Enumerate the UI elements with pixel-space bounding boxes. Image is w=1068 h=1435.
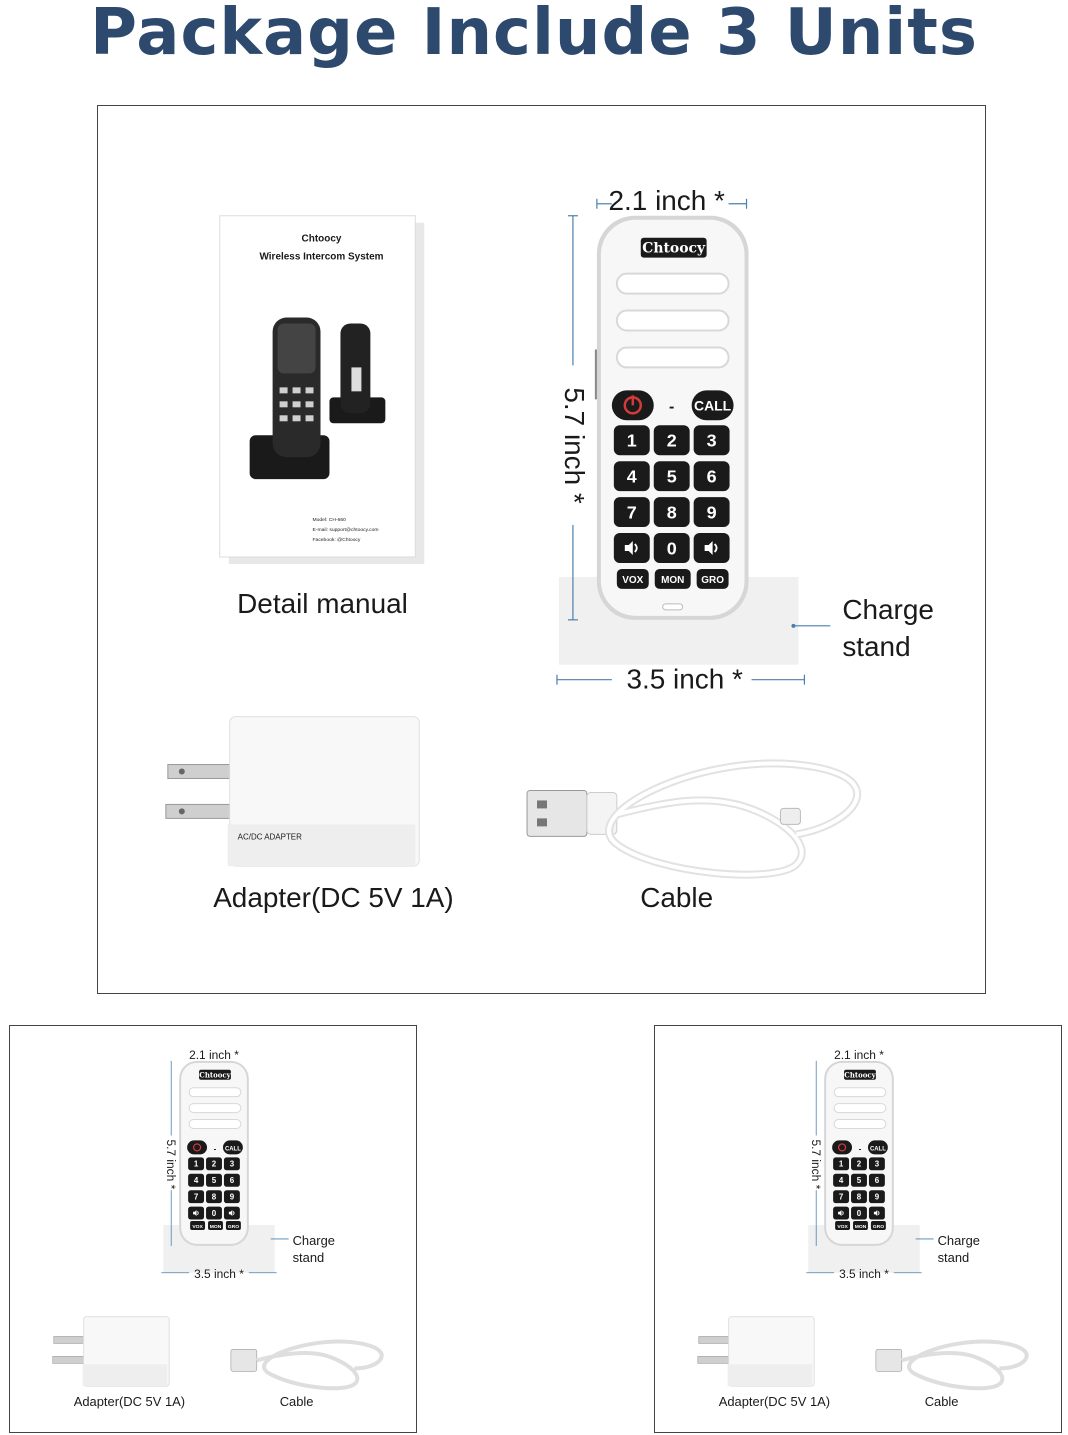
keypad-key-label: 8 — [666, 502, 677, 523]
manual-cover-title: Wireless Intercom System — [259, 251, 384, 263]
keypad-key-label: 9 — [706, 502, 717, 523]
handset-brand: Chtoocy — [844, 1070, 876, 1080]
call-key: CALL — [224, 1146, 241, 1153]
keypad-key-label: 5 — [856, 1176, 862, 1186]
keypad-key-label: 4 — [193, 1176, 199, 1186]
vox-key: VOX — [837, 1225, 848, 1231]
unit-panel-right — [654, 1025, 1062, 1433]
width-label: 2.1 inch * — [189, 1047, 239, 1062]
minus-key: - — [669, 398, 675, 416]
handset — [595, 216, 749, 620]
keypad-key-label: 2 — [211, 1159, 217, 1169]
height-label: 5.7 inch * — [558, 387, 590, 504]
unit-panel-main — [97, 105, 986, 994]
charge-stand-label-2: stand — [937, 1249, 970, 1265]
cable-label: Cable — [640, 882, 714, 914]
keypad-key-label: 3 — [229, 1159, 235, 1169]
keypad-key-label: 1 — [626, 430, 637, 451]
cable — [527, 763, 857, 874]
charge-stand-label-2: stand — [292, 1249, 325, 1265]
height-label: 5.7 inch * — [809, 1139, 824, 1190]
manual-cover-brand: Chtoocy — [301, 233, 342, 245]
adapter-label: Adapter(DC 5V 1A) — [213, 882, 454, 914]
keypad-key-label: 7 — [193, 1192, 199, 1202]
keypad-key-label: 5 — [211, 1176, 217, 1186]
keypad-key-label: 4 — [838, 1176, 844, 1186]
manual-label: Detail manual — [237, 587, 408, 619]
width-label: 2.1 inch * — [834, 1047, 884, 1062]
keypad-key-label: 2 — [666, 430, 677, 451]
keypad-key-label: 1 — [838, 1159, 844, 1169]
mon-key: MON — [209, 1225, 222, 1231]
minus-key: - — [213, 1144, 217, 1154]
vox-key: VOX — [192, 1225, 203, 1231]
handset-brand: Chtoocy — [199, 1070, 231, 1080]
keypad-key-label: 3 — [874, 1159, 880, 1169]
vox-key: VOX — [622, 574, 644, 586]
gro-key: GRO — [227, 1225, 240, 1231]
keypad-key-label: 9 — [874, 1192, 880, 1202]
manual-booklet — [220, 216, 425, 564]
keypad-key-label: 8 — [211, 1192, 217, 1202]
handset — [824, 1061, 894, 1246]
manual-cover-line: Facebook: @Chtoocy — [312, 537, 361, 544]
call-key: CALL — [869, 1146, 886, 1153]
cable — [231, 1342, 382, 1389]
handset — [179, 1061, 249, 1246]
keypad-key-label: 4 — [626, 466, 637, 487]
charge-stand-label-1: Charge — [292, 1232, 335, 1248]
adapter — [53, 1317, 169, 1387]
keypad-key-label: 0 — [666, 538, 677, 559]
depth-label: 3.5 inch * — [839, 1266, 889, 1281]
handset-brand: Chtoocy — [642, 240, 706, 257]
charge-stand-label-1: Charge — [937, 1232, 980, 1248]
gro-key: GRO — [701, 574, 724, 586]
keypad-key-label: 9 — [229, 1192, 235, 1202]
cable-label: Cable — [924, 1394, 959, 1410]
keypad-key-label: 5 — [666, 466, 677, 487]
manual-cover-line: E-mail: support@chtoocy.com — [312, 527, 379, 534]
adapter — [166, 717, 419, 867]
width-label: 2.1 inch * — [608, 184, 725, 216]
keypad-key-label: 2 — [856, 1159, 862, 1169]
depth-label: 3.5 inch * — [194, 1266, 244, 1281]
charge-stand-label-2: stand — [842, 630, 911, 662]
mon-key: MON — [661, 574, 685, 586]
charge-stand-label-1: Charge — [842, 593, 934, 625]
unit-illustration — [10, 1026, 416, 1432]
adapter-label: Adapter(DC 5V 1A) — [718, 1394, 831, 1410]
keypad-key-label: 7 — [626, 502, 637, 523]
minus-key: - — [858, 1144, 862, 1154]
manual-cover-line: Model: CH-660 — [312, 517, 346, 524]
keypad-key-label: 7 — [838, 1192, 844, 1202]
keypad-key-label: 8 — [856, 1192, 862, 1202]
adapter-print: AC/DC ADAPTER — [237, 832, 302, 842]
keypad-key-label: 6 — [229, 1176, 235, 1186]
unit-illustration — [98, 106, 985, 993]
mon-key: MON — [854, 1225, 867, 1231]
keypad-key-label: 3 — [706, 430, 717, 451]
call-key: CALL — [694, 397, 732, 414]
keypad-key-label: 6 — [706, 466, 717, 487]
depth-label: 3.5 inch * — [626, 663, 743, 695]
height-label: 5.7 inch * — [164, 1139, 179, 1190]
cable-label: Cable — [279, 1394, 314, 1410]
unit-illustration — [655, 1026, 1061, 1432]
keypad-key-label: 1 — [193, 1159, 199, 1169]
gro-key: GRO — [872, 1225, 885, 1231]
adapter — [698, 1317, 814, 1387]
page-title: Package Include 3 Units — [90, 0, 978, 70]
unit-panel-left — [9, 1025, 417, 1433]
cable — [876, 1342, 1027, 1389]
adapter-label: Adapter(DC 5V 1A) — [73, 1394, 186, 1410]
keypad-key-label: 0 — [211, 1208, 217, 1218]
keypad-key-label: 6 — [874, 1176, 880, 1186]
keypad-key-label: 0 — [856, 1208, 862, 1218]
